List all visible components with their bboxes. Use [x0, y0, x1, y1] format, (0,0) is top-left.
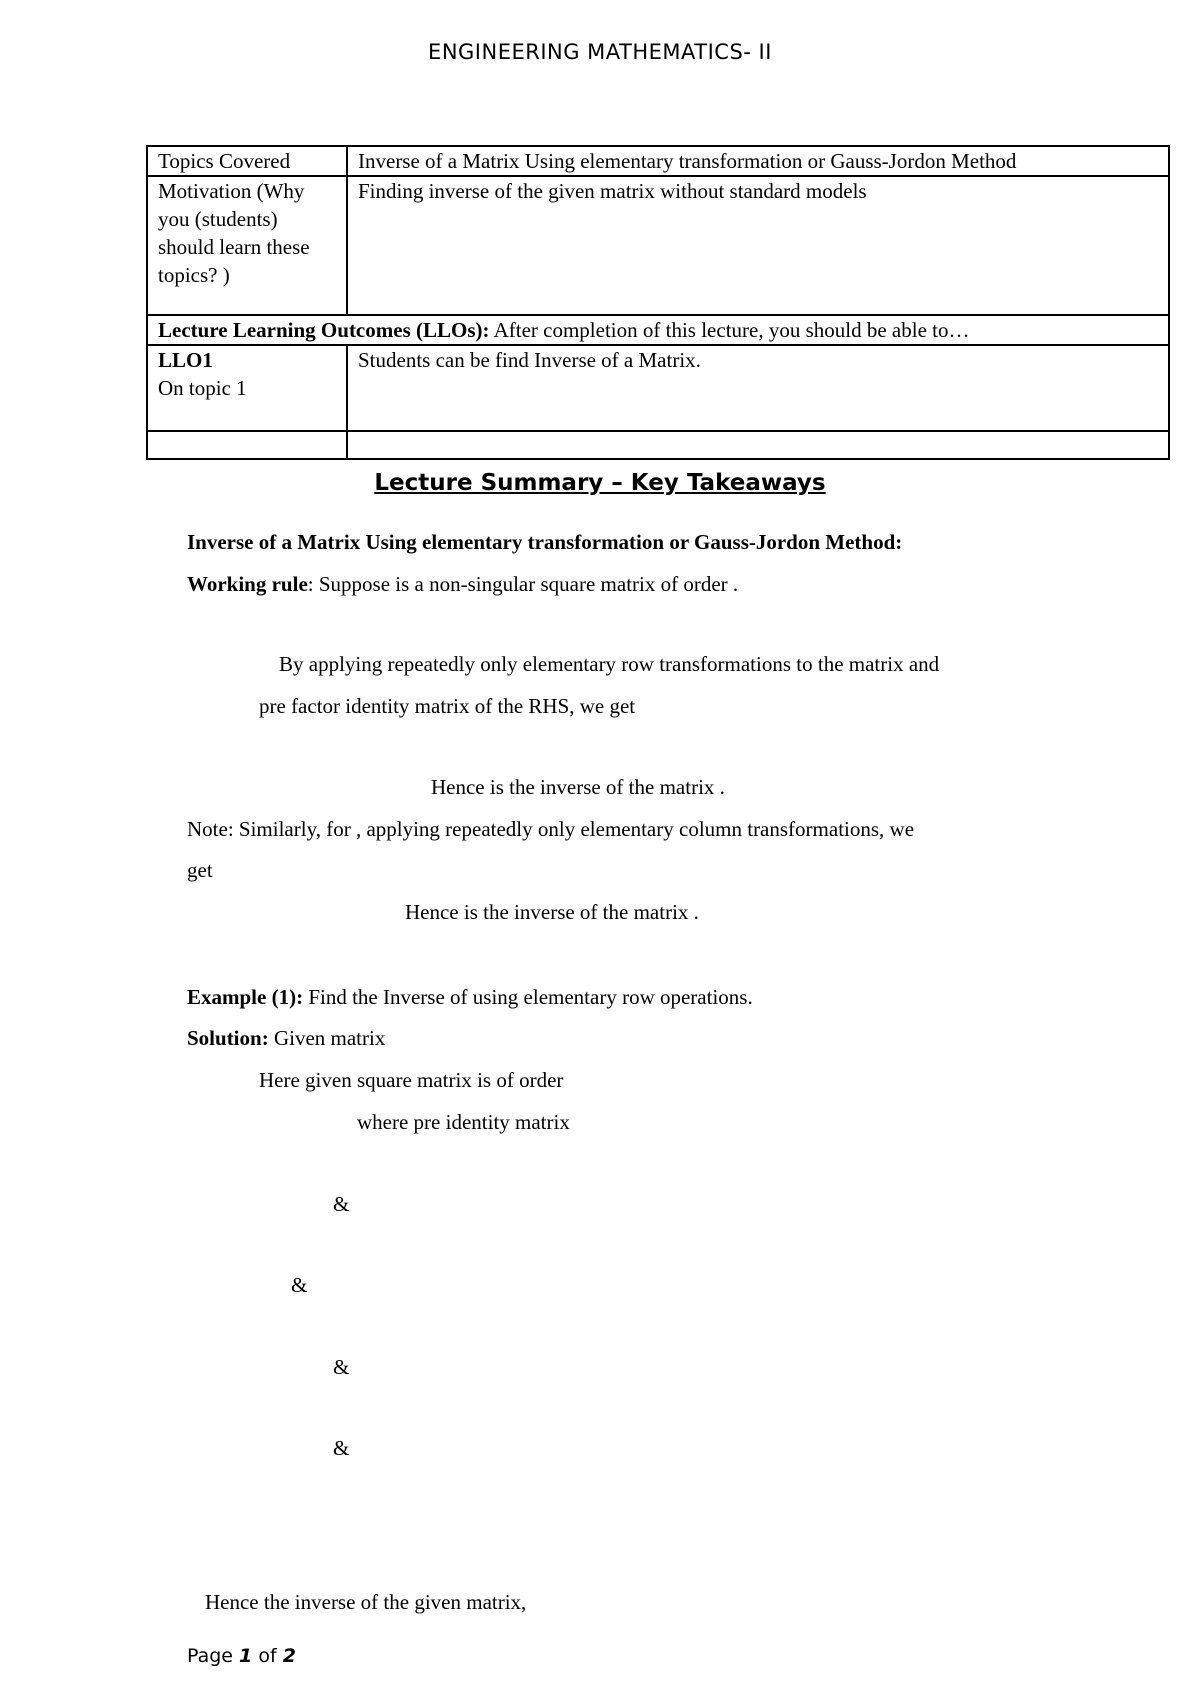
motivation-row: [147, 176, 1169, 315]
amp-4: &: [333, 1436, 350, 1460]
solution-text: Given matrix: [268, 1026, 386, 1050]
topics-row: [147, 146, 1169, 176]
llo-heading-row: [147, 315, 1169, 345]
amp-1: &: [333, 1192, 350, 1216]
example-label: Example (1):: [187, 985, 304, 1009]
llo1-label-cell: [147, 345, 347, 431]
llo-heading-rest: After completion of this lecture, you should be able to…: [489, 318, 970, 342]
motivation-value: Finding inverse of the given matrix without standard models: [347, 176, 1169, 315]
llo-heading: [147, 315, 1169, 345]
llo1-value: Students can be find Inverse of a Matrix.: [347, 345, 1169, 431]
llo-heading-bold: Lecture Learning Outcomes (LLOs):: [158, 318, 490, 342]
of-word: of: [252, 1645, 283, 1667]
llo1-row: [147, 345, 1169, 431]
document-header: ENGINEERING MATHEMATICS- II: [428, 40, 772, 64]
method-heading: Inverse of a Matrix Using elementary transformation or Gauss-Jordon Method:: [187, 530, 903, 554]
here-line: Here given square matrix is of order: [259, 1068, 564, 1092]
summary-title: Lecture Summary – Key Takeaways: [374, 470, 826, 496]
empty-row: [147, 431, 1169, 459]
working-rule-label: Working rule: [187, 572, 308, 596]
page-word: Page: [187, 1645, 240, 1667]
motivation-label: [147, 176, 347, 315]
lecture-info-table: [146, 145, 1170, 460]
note-line-1: Note: Similarly, for , applying repeatedly only elementary column transformations, we: [187, 817, 915, 841]
topics-label: Topics Covered: [147, 146, 347, 176]
solution-label: Solution:: [187, 1026, 269, 1050]
amp-3: &: [333, 1355, 350, 1379]
hence-line-1: Hence is the inverse of the matrix .: [431, 775, 725, 799]
note-line-2: get: [187, 858, 213, 882]
page-number: 1: [239, 1645, 253, 1667]
page-total: 2: [282, 1645, 296, 1667]
empty-cell-1: [147, 431, 347, 459]
page-footer: [187, 1645, 296, 1667]
applying-line-1: By applying repeatedly only elementary row transformations to the matrix and: [279, 652, 940, 676]
example-line: [187, 985, 753, 1010]
applying-line-2: pre factor identity matrix of the RHS, we get: [259, 694, 636, 718]
final-line: Hence the inverse of the given matrix,: [205, 1590, 527, 1614]
where-line: where pre identity matrix: [357, 1110, 570, 1134]
hence-line-2: Hence is the inverse of the matrix .: [405, 900, 699, 924]
empty-cell-2: [347, 431, 1169, 459]
solution-line: [187, 1026, 385, 1051]
llo1-label: LLO1: [158, 348, 213, 372]
working-rule: [187, 572, 738, 597]
working-rule-text: : Suppose is a non-singular square matrix of order .: [307, 572, 739, 596]
amp-2: &: [291, 1273, 308, 1297]
topics-value: Inverse of a Matrix Using elementary transformation or Gauss-Jordon Method: [347, 146, 1169, 176]
example-text: Find the Inverse of using elementary row operations.: [303, 985, 753, 1009]
motivation-label-text: Motivation (Why you (students) should learn these topics? ): [158, 179, 310, 287]
llo1-sub: On topic 1: [158, 376, 247, 400]
